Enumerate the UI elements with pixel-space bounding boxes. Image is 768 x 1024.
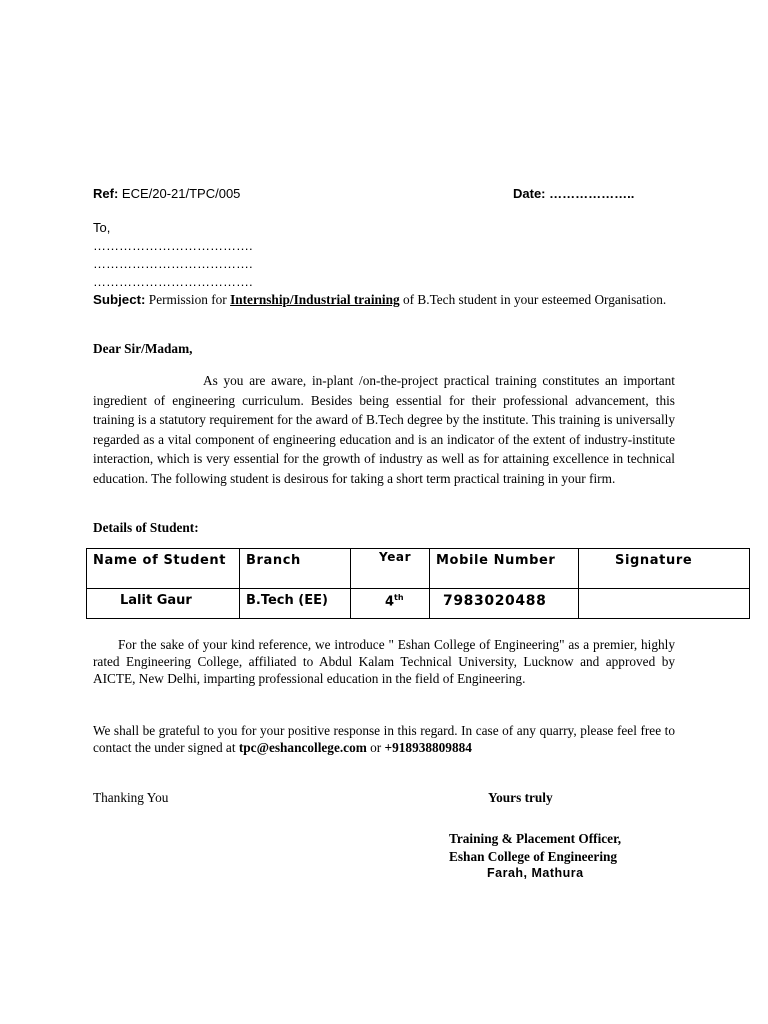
address-line-3: ………………………………. <box>93 274 253 289</box>
body-paragraph-2 <box>93 636 675 687</box>
header-signature <box>579 549 750 589</box>
header-signature-text: Signature <box>615 553 693 568</box>
cell-year-text: 4 <box>385 594 395 610</box>
header-mobile <box>430 549 579 589</box>
paragraph-3-text: We shall be grateful to you for your positive response in this regard. In case of any quarry, please feel free to contact the under signed at <box>93 723 675 755</box>
cell-name-text: Lalit Gaur <box>120 593 192 608</box>
cell-signature <box>579 589 750 619</box>
header-name <box>87 549 240 589</box>
table-header-row <box>87 549 750 589</box>
signatory-designation: Training & Placement Officer, <box>449 831 622 846</box>
header-year <box>351 549 430 589</box>
details-heading: Details of Student: <box>93 520 199 535</box>
to-line: To, <box>93 220 111 235</box>
signatory-college: Eshan College of Engineering <box>449 849 618 864</box>
yours-truly: Yours truly <box>488 790 553 805</box>
cell-year-suffix: th <box>394 593 404 602</box>
contact-email: tpc@eshancollege.com <box>238 740 367 755</box>
table-row <box>87 589 750 619</box>
header-mobile-text: Mobile Number <box>436 553 556 568</box>
cell-signature-text <box>579 589 749 593</box>
address-line-1: ………………………………. <box>93 238 253 253</box>
date-line <box>513 186 634 201</box>
paragraph-1-text: As you are aware, in-plant /on-the-project practical training constitutes an important ingredient of engineering curriculum. Besides being essential for their professional advancement, this training is a statutory requirement for the award of B.Tech degree by the institute. This training is universally regarded as a vital component of engineering education and is an indicator of the extent of industry-institute interaction, which is very essential for the growth of industry as well as for attaining excellence in technical education. The following student is desirous for taking a short term practical training in your firm. <box>93 373 675 486</box>
subject-line <box>93 290 675 309</box>
cell-mobile-text: 7983020488 <box>443 593 547 609</box>
salutation: Dear Sir/Madam, <box>93 341 193 356</box>
body-paragraph-1 <box>93 371 675 488</box>
ref-value: ECE/20-21/TPC/005 <box>121 186 241 201</box>
subject-text-before: Permission for <box>148 292 227 307</box>
cell-branch-text: B.Tech (EE) <box>246 593 328 608</box>
ref-label: Ref: <box>93 186 119 201</box>
date-label: Date: <box>513 186 546 201</box>
header-name-text: Name of Student <box>93 553 227 568</box>
subject-highlight: Internship/Industrial training <box>230 292 400 307</box>
cell-name <box>87 589 240 619</box>
contact-phone: +918938809884 <box>384 740 472 755</box>
cell-mobile <box>430 589 579 619</box>
student-details-table <box>86 548 750 619</box>
subject-text-after: of B.Tech student in your esteemed Organisation. <box>402 292 667 307</box>
cell-year <box>351 589 430 619</box>
paragraph-2-text: For the sake of your kind reference, we introduce " Eshan College of Engineering" as a premier, highly rated Engineering College, affiliated to Abdul Kalam Technical University, Lucknow and approved by AICTE, New Delhi, imparting professional education in the field of Engineering. <box>93 637 675 686</box>
reference-number <box>93 186 240 201</box>
header-year-text: Year <box>379 550 412 564</box>
signatory-location: Farah, Mathura <box>487 866 584 880</box>
thanking-you: Thanking You <box>93 790 169 805</box>
subject-label: Subject: <box>93 292 146 307</box>
address-line-2: ………………………………. <box>93 256 253 271</box>
header-branch-text: Branch <box>246 553 301 568</box>
body-paragraph-3 <box>93 722 675 756</box>
contact-or: or <box>370 740 382 755</box>
cell-branch <box>240 589 351 619</box>
date-value: ……………….. <box>549 186 635 201</box>
header-branch <box>240 549 351 589</box>
